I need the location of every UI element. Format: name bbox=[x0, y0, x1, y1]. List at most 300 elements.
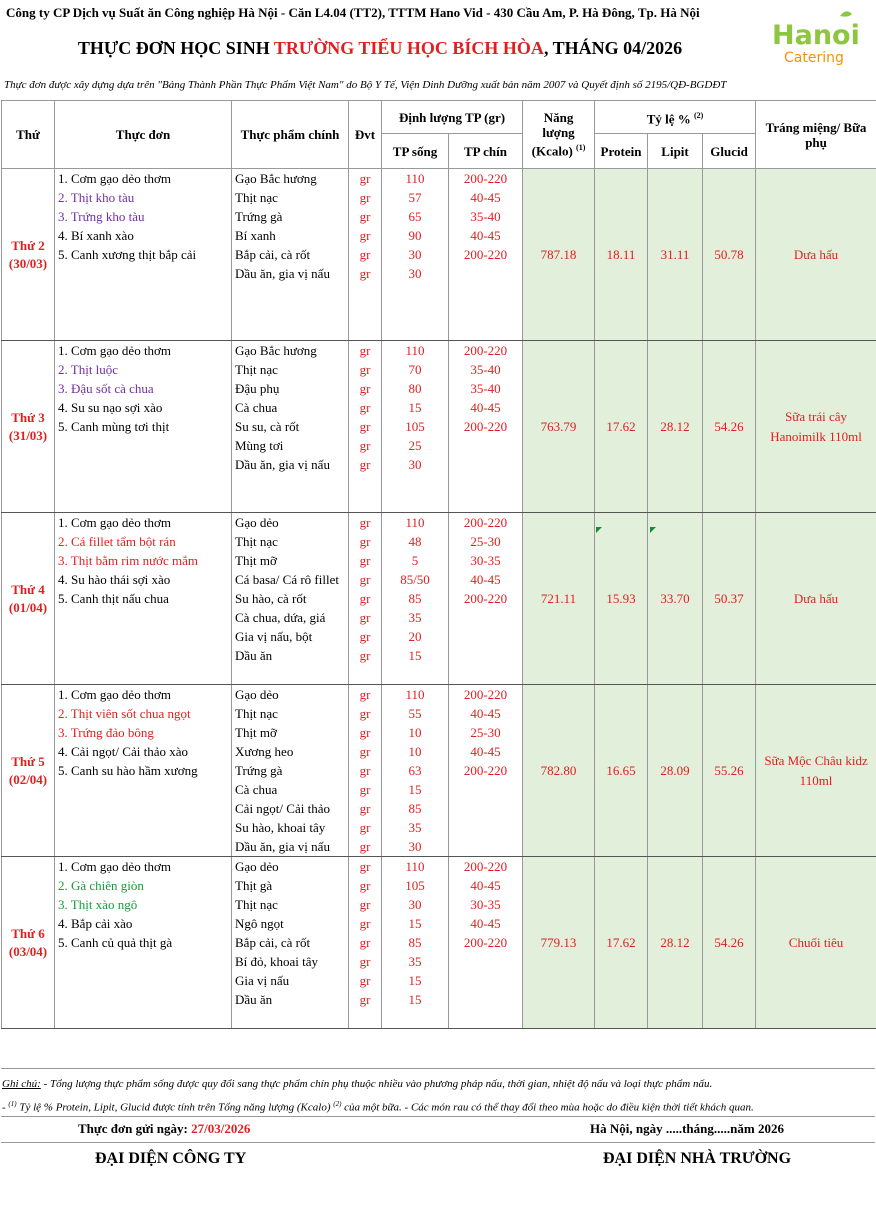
dish-item: 1. Cơm gạo dẻo thơm bbox=[55, 513, 232, 533]
note-label: Ghi chú: bbox=[2, 1078, 41, 1090]
day-cell bbox=[2, 857, 55, 1029]
ingredient-name: Thịt mỡ bbox=[232, 551, 349, 570]
dish-item bbox=[55, 1009, 232, 1029]
unit-cell: gr bbox=[349, 455, 382, 474]
ingredient-name: Mùng tơi bbox=[232, 436, 349, 455]
sent-date: 27/03/2026 bbox=[191, 1121, 251, 1136]
col-unit: Đvt bbox=[349, 101, 382, 169]
energy-value: 779.13 bbox=[523, 857, 595, 1029]
unit-cell: gr bbox=[349, 876, 382, 895]
unit-cell: gr bbox=[349, 570, 382, 589]
col-dessert: Tráng miệng/ Bữa phụ bbox=[756, 101, 876, 169]
ingredient-name: Gạo Bắc hương bbox=[232, 169, 349, 189]
cooked-quantity: 200-220 bbox=[449, 589, 523, 608]
unit-cell: gr bbox=[349, 245, 382, 264]
dish-item bbox=[55, 646, 232, 665]
raw-quantity: 15 bbox=[382, 990, 449, 1009]
dish-item: 2. Gà chiên giòn bbox=[55, 876, 232, 895]
raw-quantity bbox=[382, 493, 449, 513]
col-protein: Protein bbox=[595, 134, 648, 169]
glucid-value: 54.26 bbox=[703, 341, 756, 513]
ingredient-name: Thịt nạc bbox=[232, 532, 349, 551]
cooked-quantity: 200-220 bbox=[449, 857, 523, 877]
raw-quantity: 15 bbox=[382, 398, 449, 417]
title-prefix: THỰC ĐƠN HỌC SINH bbox=[77, 38, 274, 58]
footer-divider bbox=[1, 1116, 875, 1117]
dish-item: 4. Su su nạo sợi xào bbox=[55, 398, 232, 417]
cooked-quantity: 40-45 bbox=[449, 188, 523, 207]
ingredient-name: Dầu ăn bbox=[232, 990, 349, 1009]
lipid-value: 28.12 bbox=[648, 857, 703, 1029]
raw-quantity: 30 bbox=[382, 837, 449, 857]
unit-cell: gr bbox=[349, 360, 382, 379]
ingredient-name: Cà chua bbox=[232, 398, 349, 417]
ingredient-name: Trứng gà bbox=[232, 761, 349, 780]
raw-quantity: 15 bbox=[382, 780, 449, 799]
dish-item bbox=[55, 837, 232, 857]
dish-item: 1. Cơm gạo dẻo thơm bbox=[55, 341, 232, 361]
protein-value: 17.62 bbox=[595, 341, 648, 513]
energy-value: 721.11 bbox=[523, 513, 595, 685]
raw-quantity: 30 bbox=[382, 264, 449, 283]
place-date: Hà Nội, ngày .....tháng.....năm 2026 bbox=[590, 1121, 784, 1136]
ingredient-name bbox=[232, 321, 349, 341]
cooked-quantity bbox=[449, 474, 523, 493]
dish-item bbox=[55, 952, 232, 971]
menu-body bbox=[2, 169, 876, 1029]
unit-cell: gr bbox=[349, 169, 382, 189]
day-name: Thứ 5 bbox=[11, 753, 45, 769]
raw-quantity: 110 bbox=[382, 169, 449, 189]
unit-cell: gr bbox=[349, 761, 382, 780]
company-address: Công ty CP Dịch vụ Suất ăn Công nghiệp Hà Nội - Căn L4.04 (TT2), TTTM Hano Vid - 430 Cầu Am, P. Hà Đông, Tp. Hà Nội bbox=[6, 5, 700, 20]
dish-item bbox=[55, 990, 232, 1009]
energy-value: 763.79 bbox=[523, 341, 595, 513]
raw-quantity: 110 bbox=[382, 341, 449, 361]
cooked-quantity bbox=[449, 646, 523, 665]
cooked-quantity: 200-220 bbox=[449, 685, 523, 705]
unit-cell: gr bbox=[349, 551, 382, 570]
ingredient-name: Su su, cà rốt bbox=[232, 417, 349, 436]
dish-item bbox=[55, 455, 232, 474]
dish-item bbox=[55, 971, 232, 990]
lipid-value: 28.09 bbox=[648, 685, 703, 857]
unit-cell: gr bbox=[349, 341, 382, 361]
ingredient-name: Su hào, cà rốt bbox=[232, 589, 349, 608]
note-line-1-text: - Tổng lượng thực phẩm sống được quy đổi sang thực phẩm chín phụ thuộc nhiều vào phương pháp nấu, thời gian, nhiệt độ nấu và loại thực phẩm nấu. bbox=[40, 1078, 713, 1090]
dish-item: 3. Thịt xào ngô bbox=[55, 895, 232, 914]
glucid-value: 54.26 bbox=[703, 857, 756, 1029]
raw-quantity: 10 bbox=[382, 723, 449, 742]
signature-divider bbox=[1, 1142, 875, 1143]
dish-item: 3. Đậu sốt cà chua bbox=[55, 379, 232, 398]
ingredient-name: Gạo Bắc hương bbox=[232, 341, 349, 361]
unit-cell bbox=[349, 665, 382, 685]
note-line-2 bbox=[2, 1095, 874, 1115]
cooked-quantity: 200-220 bbox=[449, 513, 523, 533]
raw-quantity: 105 bbox=[382, 876, 449, 895]
dish-item: 4. Su hào thái sợi xào bbox=[55, 570, 232, 589]
ingredient-name: Bắp cải, cà rốt bbox=[232, 245, 349, 264]
table-row bbox=[2, 513, 876, 533]
unit-cell: gr bbox=[349, 971, 382, 990]
unit-cell: gr bbox=[349, 608, 382, 627]
cell-comment-marker bbox=[650, 527, 656, 533]
unit-cell: gr bbox=[349, 417, 382, 436]
ingredient-name: Bắp cải, cà rốt bbox=[232, 933, 349, 952]
unit-cell: gr bbox=[349, 379, 382, 398]
cooked-quantity bbox=[449, 283, 523, 302]
col-menu: Thực đơn bbox=[55, 101, 232, 169]
ingredient-name: Gạo dẻo bbox=[232, 685, 349, 705]
cooked-quantity bbox=[449, 818, 523, 837]
day-date: (03/04) bbox=[8, 943, 48, 959]
raw-quantity bbox=[382, 474, 449, 493]
ingredient-name: Đậu phụ bbox=[232, 379, 349, 398]
ingredient-name: Gạo dẻo bbox=[232, 513, 349, 533]
ingredient-name: Thịt gà bbox=[232, 876, 349, 895]
unit-cell bbox=[349, 321, 382, 341]
col-cooked: TP chín bbox=[449, 134, 523, 169]
cooked-quantity: 40-45 bbox=[449, 704, 523, 723]
notes-divider bbox=[1, 1068, 875, 1069]
lipid-value: 28.12 bbox=[648, 341, 703, 513]
raw-quantity bbox=[382, 321, 449, 341]
cooked-quantity: 40-45 bbox=[449, 914, 523, 933]
dish-item bbox=[55, 608, 232, 627]
dessert-value: Sữa trái cây Hanoimilk 110ml bbox=[756, 341, 876, 513]
dish-item bbox=[55, 264, 232, 283]
note-line-2-prefix: - bbox=[2, 1101, 9, 1114]
ingredient-name: Dầu ăn, gia vị nấu bbox=[232, 455, 349, 474]
raw-quantity: 55 bbox=[382, 704, 449, 723]
cooked-quantity: 40-45 bbox=[449, 876, 523, 895]
protein-value: 18.11 bbox=[595, 169, 648, 341]
dish-item bbox=[55, 474, 232, 493]
dish-item bbox=[55, 818, 232, 837]
table-row bbox=[2, 685, 876, 705]
cooked-quantity bbox=[449, 1009, 523, 1029]
unit-cell: gr bbox=[349, 513, 382, 533]
cooked-quantity bbox=[449, 952, 523, 971]
unit-cell: gr bbox=[349, 990, 382, 1009]
cooked-quantity bbox=[449, 455, 523, 474]
dish-item bbox=[55, 283, 232, 302]
ingredient-name bbox=[232, 283, 349, 302]
ingredient-name: Thịt nạc bbox=[232, 188, 349, 207]
ingredient-name: Cải ngọt/ Cải thảo bbox=[232, 799, 349, 818]
unit-cell: gr bbox=[349, 914, 382, 933]
col-energy bbox=[523, 101, 595, 169]
cooked-quantity bbox=[449, 971, 523, 990]
raw-quantity: 110 bbox=[382, 685, 449, 705]
note-line-1 bbox=[2, 1075, 874, 1095]
dessert-value: Sữa Mộc Châu kidz 110ml bbox=[756, 685, 876, 857]
table-row bbox=[2, 857, 876, 877]
raw-quantity: 80 bbox=[382, 379, 449, 398]
raw-quantity: 35 bbox=[382, 952, 449, 971]
hanoi-catering-logo bbox=[770, 8, 870, 68]
dish-item bbox=[55, 302, 232, 321]
dish-item: 4. Bắp cải xào bbox=[55, 914, 232, 933]
ingredient-name bbox=[232, 302, 349, 321]
col-quantity: Định lượng TP (gr) bbox=[382, 101, 523, 134]
ingredient-name: Gạo dẻo bbox=[232, 857, 349, 877]
col-ratio-sup: (2) bbox=[694, 110, 704, 120]
ingredient-name: Thịt nạc bbox=[232, 360, 349, 379]
ingredient-name: Ngô ngọt bbox=[232, 914, 349, 933]
unit-cell: gr bbox=[349, 264, 382, 283]
table-row bbox=[2, 341, 876, 361]
day-date: (30/03) bbox=[8, 255, 48, 271]
dessert-value: Dưa hấu bbox=[756, 169, 876, 341]
ingredient-name: Su hào, khoai tây bbox=[232, 818, 349, 837]
ingredient-name: Thịt nạc bbox=[232, 895, 349, 914]
day-cell bbox=[2, 341, 55, 513]
ingredient-name: Cà chua bbox=[232, 780, 349, 799]
dish-item: 2. Cá fillet tẩm bột rán bbox=[55, 532, 232, 551]
ingredient-name: Cà chua, dứa, giá bbox=[232, 608, 349, 627]
dish-item bbox=[55, 436, 232, 455]
unit-cell: gr bbox=[349, 818, 382, 837]
unit-cell bbox=[349, 1009, 382, 1029]
dish-item: 2. Thịt viên sốt chua ngọt bbox=[55, 704, 232, 723]
cooked-quantity: 200-220 bbox=[449, 761, 523, 780]
cooked-quantity bbox=[449, 608, 523, 627]
raw-quantity: 57 bbox=[382, 188, 449, 207]
cooked-quantity: 200-220 bbox=[449, 169, 523, 189]
dish-item: 3. Thịt bằm rim nước mắm bbox=[55, 551, 232, 570]
ingredient-name: Dầu ăn bbox=[232, 646, 349, 665]
day-cell bbox=[2, 513, 55, 685]
unit-cell: gr bbox=[349, 207, 382, 226]
unit-cell: gr bbox=[349, 704, 382, 723]
col-energy-label: Năng lượng bbox=[542, 110, 575, 141]
cooked-quantity: 25-30 bbox=[449, 532, 523, 551]
title-school: TRƯỜNG TIỂU HỌC BÍCH HÒA bbox=[273, 38, 544, 58]
dish-item: 2. Thịt luộc bbox=[55, 360, 232, 379]
unit-cell: gr bbox=[349, 723, 382, 742]
dish-item: 5. Canh củ quả thịt gà bbox=[55, 933, 232, 952]
dish-item bbox=[55, 627, 232, 646]
day-cell bbox=[2, 685, 55, 857]
glucid-value: 50.37 bbox=[703, 513, 756, 685]
col-day: Thứ bbox=[2, 101, 55, 169]
raw-quantity: 105 bbox=[382, 417, 449, 436]
cooked-quantity: 30-35 bbox=[449, 895, 523, 914]
dessert-value: Chuối tiêu bbox=[756, 857, 876, 1029]
note-sup-1: (1) bbox=[8, 1100, 17, 1108]
school-representative: ĐẠI DIỆN NHÀ TRƯỜNG bbox=[603, 1150, 792, 1167]
ingredient-name bbox=[232, 474, 349, 493]
title-suffix: , THÁNG 04/2026 bbox=[543, 38, 683, 58]
dish-item: 1. Cơm gạo dẻo thơm bbox=[55, 857, 232, 877]
day-name: Thứ 6 bbox=[11, 925, 45, 941]
dish-item: 5. Canh mùng tơi thịt bbox=[55, 417, 232, 436]
unit-cell: gr bbox=[349, 589, 382, 608]
cooked-quantity: 200-220 bbox=[449, 245, 523, 264]
cooked-quantity: 35-40 bbox=[449, 207, 523, 226]
unit-cell: gr bbox=[349, 857, 382, 877]
ingredient-name: Bí đỏ, khoai tây bbox=[232, 952, 349, 971]
unit-cell: gr bbox=[349, 532, 382, 551]
note-line-2-a: Tỷ lệ % Protein, Lipit, Glucid được tính trên Tổng năng lượng (Kcalo) bbox=[16, 1101, 334, 1114]
ingredient-name bbox=[232, 1009, 349, 1029]
raw-quantity: 30 bbox=[382, 245, 449, 264]
raw-quantity: 85 bbox=[382, 933, 449, 952]
col-energy-sup: (1) bbox=[576, 143, 586, 153]
menu-table bbox=[1, 100, 876, 1029]
raw-quantity: 85 bbox=[382, 799, 449, 818]
dish-item: 1. Cơm gạo dẻo thơm bbox=[55, 685, 232, 705]
protein-value: 17.62 bbox=[595, 857, 648, 1029]
unit-cell: gr bbox=[349, 436, 382, 455]
dish-item bbox=[55, 665, 232, 685]
unit-cell: gr bbox=[349, 837, 382, 857]
day-name: Thứ 2 bbox=[11, 237, 45, 253]
page-title bbox=[0, 38, 760, 59]
raw-quantity: 15 bbox=[382, 914, 449, 933]
note-sup-2: (2) bbox=[333, 1100, 342, 1108]
col-glucid: Glucid bbox=[703, 134, 756, 169]
unit-cell bbox=[349, 283, 382, 302]
cooked-quantity: 35-40 bbox=[449, 379, 523, 398]
raw-quantity: 63 bbox=[382, 761, 449, 780]
cooked-quantity bbox=[449, 837, 523, 857]
logo-word: Hanoi bbox=[772, 20, 860, 51]
ingredient-name: Gia vị nấu bbox=[232, 971, 349, 990]
unit-cell: gr bbox=[349, 952, 382, 971]
company-representative: ĐẠI DIỆN CÔNG TY bbox=[95, 1150, 247, 1167]
cooked-quantity: 200-220 bbox=[449, 417, 523, 436]
raw-quantity: 10 bbox=[382, 742, 449, 761]
raw-quantity: 35 bbox=[382, 818, 449, 837]
raw-quantity: 85/50 bbox=[382, 570, 449, 589]
dish-item: 4. Cải ngọt/ Cải thảo xào bbox=[55, 742, 232, 761]
col-lipid: Lipit bbox=[648, 134, 703, 169]
ingredient-name: Xương heo bbox=[232, 742, 349, 761]
unit-cell: gr bbox=[349, 226, 382, 245]
dish-item bbox=[55, 780, 232, 799]
raw-quantity: 90 bbox=[382, 226, 449, 245]
ingredient-name bbox=[232, 493, 349, 513]
ingredient-name: Gia vị nấu, bột bbox=[232, 627, 349, 646]
cooked-quantity bbox=[449, 990, 523, 1009]
energy-value: 787.18 bbox=[523, 169, 595, 341]
cooked-quantity: 40-45 bbox=[449, 398, 523, 417]
raw-quantity: 35 bbox=[382, 608, 449, 627]
ingredient-name: Thịt nạc bbox=[232, 704, 349, 723]
dish-item bbox=[55, 321, 232, 341]
raw-quantity: 15 bbox=[382, 646, 449, 665]
day-date: (31/03) bbox=[8, 427, 48, 443]
col-ratio-label: Tỷ lệ % bbox=[646, 111, 691, 127]
lipid-value: 33.70 bbox=[648, 513, 703, 685]
ingredient-name bbox=[232, 665, 349, 685]
dish-item bbox=[55, 799, 232, 818]
notes bbox=[2, 1075, 874, 1115]
cooked-quantity bbox=[449, 436, 523, 455]
dish-item: 3. Trứng đảo bông bbox=[55, 723, 232, 742]
protein-value: 15.93 bbox=[595, 513, 648, 685]
cooked-quantity: 25-30 bbox=[449, 723, 523, 742]
unit-cell bbox=[349, 302, 382, 321]
unit-cell: gr bbox=[349, 188, 382, 207]
logo-sub: Catering bbox=[784, 50, 844, 66]
table-row bbox=[2, 169, 876, 189]
cooked-quantity bbox=[449, 493, 523, 513]
dish-item: 5. Canh thịt nấu chua bbox=[55, 589, 232, 608]
raw-quantity: 65 bbox=[382, 207, 449, 226]
ingredient-name: Bí xanh bbox=[232, 226, 349, 245]
dish-item: 1. Cơm gạo dẻo thơm bbox=[55, 169, 232, 189]
ingredient-name: Dầu ăn, gia vị nấu bbox=[232, 837, 349, 857]
day-name: Thứ 4 bbox=[11, 581, 45, 597]
col-ratio bbox=[595, 101, 756, 134]
unit-cell bbox=[349, 474, 382, 493]
unit-cell: gr bbox=[349, 780, 382, 799]
raw-quantity bbox=[382, 302, 449, 321]
day-cell bbox=[2, 169, 55, 341]
raw-quantity: 110 bbox=[382, 857, 449, 877]
raw-quantity: 85 bbox=[382, 589, 449, 608]
ingredient-name: Cá basa/ Cá rô fillet bbox=[232, 570, 349, 589]
dish-item: 5. Canh xương thịt bắp cải bbox=[55, 245, 232, 264]
energy-value: 782.80 bbox=[523, 685, 595, 857]
cooked-quantity: 200-220 bbox=[449, 933, 523, 952]
raw-quantity bbox=[382, 1009, 449, 1029]
raw-quantity: 70 bbox=[382, 360, 449, 379]
unit-cell bbox=[349, 493, 382, 513]
cooked-quantity: 40-45 bbox=[449, 742, 523, 761]
nutrition-basis-note: Thực đơn được xây dựng dựa trên "Bảng Thành Phần Thực Phẩm Việt Nam" do Bộ Y Tế, Viện Dinh Dưỡng xuất bản năm 2007 và Quyết định số 2195/QĐ-BGDĐT bbox=[4, 79, 727, 91]
cooked-quantity bbox=[449, 627, 523, 646]
dessert-value: Dưa hấu bbox=[756, 513, 876, 685]
note-line-2-b: của một bữa. - Các món rau có thể thay đổi theo mùa hoặc do điều kiện thời tiết khách quan. bbox=[341, 1101, 754, 1114]
cooked-quantity: 40-45 bbox=[449, 570, 523, 589]
raw-quantity: 5 bbox=[382, 551, 449, 570]
dish-item: 5. Canh su hào hầm xương bbox=[55, 761, 232, 780]
cooked-quantity bbox=[449, 665, 523, 685]
unit-cell: gr bbox=[349, 398, 382, 417]
cooked-quantity bbox=[449, 799, 523, 818]
dish-item: 3. Trứng kho tàu bbox=[55, 207, 232, 226]
raw-quantity: 15 bbox=[382, 971, 449, 990]
unit-cell: gr bbox=[349, 799, 382, 818]
dish-item bbox=[55, 493, 232, 513]
raw-quantity: 110 bbox=[382, 513, 449, 533]
glucid-value: 50.78 bbox=[703, 169, 756, 341]
dish-item: 4. Bí xanh xào bbox=[55, 226, 232, 245]
protein-value: 16.65 bbox=[595, 685, 648, 857]
raw-quantity: 48 bbox=[382, 532, 449, 551]
unit-cell: gr bbox=[349, 646, 382, 665]
unit-cell: gr bbox=[349, 685, 382, 705]
unit-cell: gr bbox=[349, 933, 382, 952]
unit-cell: gr bbox=[349, 627, 382, 646]
raw-quantity bbox=[382, 665, 449, 685]
col-raw: TP sống bbox=[382, 134, 449, 169]
cooked-quantity: 35-40 bbox=[449, 360, 523, 379]
raw-quantity: 25 bbox=[382, 436, 449, 455]
cooked-quantity bbox=[449, 321, 523, 341]
cooked-quantity bbox=[449, 780, 523, 799]
sent-label: Thực đơn gửi ngày: bbox=[78, 1121, 192, 1136]
cooked-quantity: 40-45 bbox=[449, 226, 523, 245]
raw-quantity bbox=[382, 283, 449, 302]
lipid-value: 31.11 bbox=[648, 169, 703, 341]
cooked-quantity bbox=[449, 302, 523, 321]
